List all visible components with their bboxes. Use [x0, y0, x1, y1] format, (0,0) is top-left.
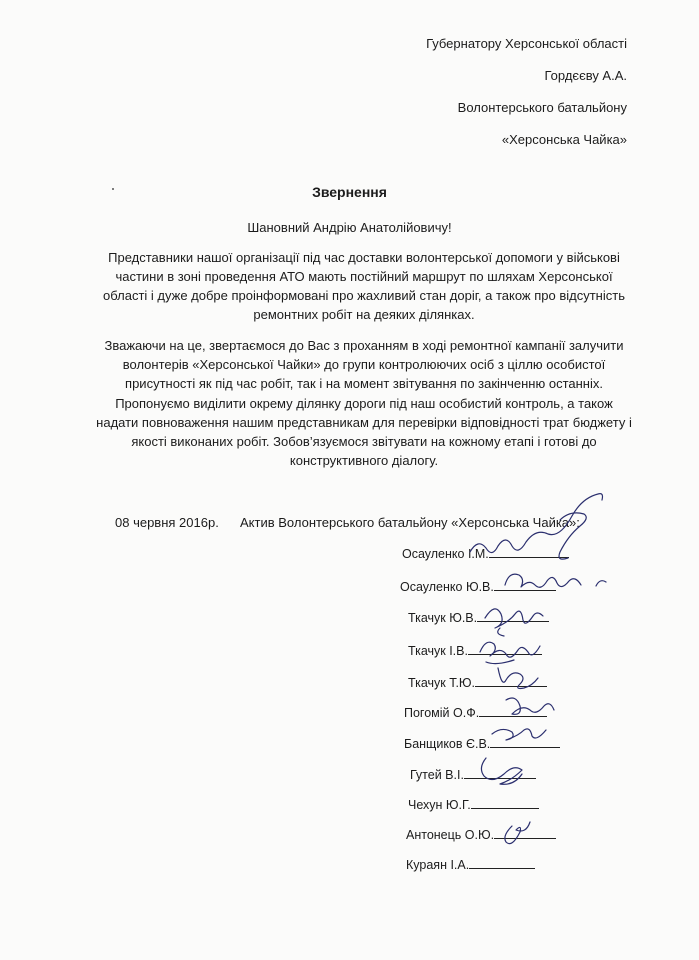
signatory-name: Ткачук І.В. [408, 644, 468, 658]
paragraph: Зважаючи на це, звертаємося до Вас з проханням в ході ремонтної кампанії залучити волонтерів «Херсонської Чайки» до групи контролюючих осіб з ціллю особистої присутності як під час робіт, так і на момент звітування по закінченню останніх. [104, 338, 624, 391]
signatory-row [404, 704, 547, 720]
signatory-name: Чехун Ю.Г. [408, 798, 471, 812]
signatory-row [406, 856, 535, 872]
addressee-line: Гордєєву А.А. [544, 68, 627, 83]
addressee-line: «Херсонська Чайка» [501, 132, 627, 147]
signatory-row [404, 735, 560, 751]
signature-line [494, 826, 556, 839]
salutation: Шановний Андрію Анатолійовичу! [247, 220, 452, 235]
signatory-row [408, 609, 549, 625]
signatory-row [410, 766, 536, 782]
activ-heading: Актив Волонтерського батальйону «Херсонська Чайка»: [240, 515, 580, 530]
signature-line [464, 766, 536, 779]
addressee-block [426, 28, 627, 156]
signature-line [471, 796, 539, 809]
document-date: 08 червня 2016р. [115, 515, 219, 530]
signatory-row [406, 826, 556, 842]
signatory-row [402, 545, 569, 561]
signature-line [489, 545, 569, 558]
signature-line [494, 578, 556, 591]
signatory-name: Погомій О.Ф. [404, 706, 480, 720]
signatory-name: Ткачук Ю.В. [408, 611, 478, 625]
signatory-name: Гутей В.І. [410, 768, 464, 782]
paragraph: Пропонуємо виділити окрему ділянку дороги під наш особистий контроль, а також надати повноваження нашим представникам для перевірки відповідності трат бюджету і якості виконаних робіт. Зобов’язуємося звітувати на кожному етапі і готові до конструктивного діалогу. [96, 396, 632, 468]
signatory-row [400, 578, 556, 594]
signatory-row [408, 796, 539, 812]
signature-line [469, 856, 535, 869]
signatory-name: Ткачук Т.Ю. [408, 676, 476, 690]
signatory-row [408, 674, 547, 690]
addressee-line: Губернатору Херсонської області [426, 36, 627, 51]
signature-line [475, 674, 547, 687]
addressee-line: Волонтерського батальйону [457, 100, 627, 115]
paragraph: Представники нашої організації під час доставки волонтерської допомоги у військові частини в зоні проведення АТО мають постійний маршрут по шляхам Херсонської області і дуже добре проінформовані про жахливий стан доріг, а також про відсутність ремонтних робіт на деяких ділянках. [103, 250, 625, 322]
signatory-name: Банщиков Є.В. [404, 737, 491, 751]
document-title: Звернення [312, 184, 387, 200]
signatory-row [408, 642, 542, 658]
signature-line [477, 609, 549, 622]
signature-line [468, 642, 542, 655]
signature-line [490, 735, 560, 748]
signatory-name: Осауленко Ю.В. [400, 580, 494, 594]
signatory-name: Антонець О.Ю. [406, 828, 495, 842]
signature-line [479, 704, 547, 717]
signatory-name: Кураян І.А. [406, 858, 470, 872]
signatory-name: Осауленко І.М. [402, 547, 489, 561]
